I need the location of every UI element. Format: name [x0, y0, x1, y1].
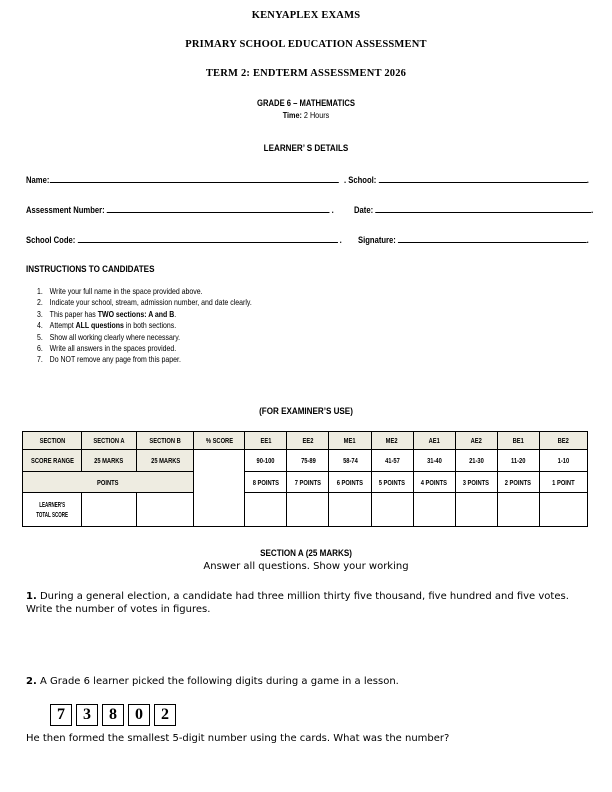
- table-cell: 58-74: [329, 450, 371, 472]
- table-cell: 4 POINTS: [413, 472, 455, 493]
- percent-score-cell[interactable]: [194, 450, 245, 527]
- date-label: Date:: [354, 205, 374, 215]
- table-header-cell: EE1: [245, 432, 287, 450]
- grade-cell[interactable]: [245, 493, 287, 527]
- score-range-label: SCORE RANGE: [23, 450, 82, 472]
- table-cell: 90-100: [245, 450, 287, 472]
- learner-details-title: LEARNER’ S DETAILS: [263, 143, 349, 154]
- table-header-cell: EE2: [287, 432, 329, 450]
- date-field[interactable]: Date: .: [354, 205, 594, 215]
- table-cell: 31-40: [413, 450, 455, 472]
- digit-card: 7: [50, 704, 72, 726]
- question-number: 2.: [26, 676, 37, 687]
- grade-cell[interactable]: [413, 493, 455, 527]
- table-cell: 1-10: [539, 450, 587, 472]
- school-field[interactable]: . School: .: [344, 175, 589, 185]
- score-range-row: [23, 450, 588, 472]
- name-field[interactable]: [26, 174, 338, 185]
- name-label: Name:: [26, 175, 50, 185]
- question-number: 1.: [26, 591, 37, 602]
- question-2: [26, 675, 586, 688]
- time-label: Time:: [282, 110, 302, 120]
- table-cell: 1 POINT: [539, 472, 587, 493]
- digit-card: 0: [128, 704, 150, 726]
- points-row: [23, 472, 588, 493]
- table-cell: 8 POINTS: [245, 472, 287, 493]
- table-cell: 21-30: [455, 450, 497, 472]
- examiner-score-table: [22, 431, 588, 527]
- digit-card: 2: [154, 704, 176, 726]
- question-text: During a general election, a candidate had three million thirty five thousand, five hundred and five votes. Write the number of votes in figures.: [26, 591, 569, 615]
- section-a-instruction: Answer all questions. Show your working: [203, 561, 409, 572]
- assessment-number-field[interactable]: Assessment Number: .: [26, 205, 334, 215]
- table-cell: 11-20: [497, 450, 539, 472]
- table-cell: 75-89: [287, 450, 329, 472]
- instruction-item: 6. Write all answers in the spaces provided.: [45, 343, 389, 354]
- instructions-list: [30, 286, 389, 366]
- table-cell: 2 POINTS: [497, 472, 539, 493]
- time-value: 2 Hours: [303, 110, 330, 120]
- question-2-followup: He then formed the smallest 5-digit number using the cards. What was the number?: [26, 733, 450, 744]
- table-header-cell: AE1: [413, 432, 455, 450]
- digit-card: 3: [76, 704, 98, 726]
- total-score-label: LEARNER'S TOTAL SCORE: [23, 493, 82, 527]
- instructions-title: INSTRUCTIONS TO CANDIDATES: [26, 264, 155, 275]
- assessment-number-label: Assessment Number:: [26, 205, 105, 215]
- grade-cell[interactable]: [371, 493, 413, 527]
- table-header-cell: BE2: [539, 432, 587, 450]
- school-code-field[interactable]: School Code: .: [26, 235, 342, 245]
- term-title: TERM 2: ENDTERM ASSESSMENT 2026: [205, 68, 407, 79]
- table-header-cell: BE1: [497, 432, 539, 450]
- instruction-item: 7. Do NOT remove any page from this paper.: [45, 354, 389, 365]
- assessment-title: PRIMARY SCHOOL EDUCATION ASSESSMENT: [185, 39, 427, 50]
- signature-label: Signature:: [358, 235, 396, 245]
- grade-cell[interactable]: [455, 493, 497, 527]
- examiner-use-title: (FOR EXAMINER’S USE): [259, 406, 353, 417]
- question-text: A Grade 6 learner picked the following digits during a game in a lesson.: [36, 676, 399, 687]
- grade-cell[interactable]: [287, 493, 329, 527]
- table-header-cell: ME1: [329, 432, 371, 450]
- table-header-cell: ME2: [371, 432, 413, 450]
- instruction-item: 5. Show all working clearly where necessary.: [45, 332, 389, 343]
- table-header-cell: SECTION: [23, 432, 82, 450]
- section-a-total-cell[interactable]: [82, 493, 137, 527]
- instruction-item: 2. Indicate your school, stream, admission number, and date clearly.: [45, 297, 389, 308]
- total-score-row: [23, 493, 588, 527]
- school-label: . School:: [344, 175, 377, 185]
- table-header-cell: AE2: [455, 432, 497, 450]
- instruction-item: 1. Write your full name in the space provided above.: [45, 286, 389, 297]
- instruction-item: 4. Attempt ALL questions in both sections.: [45, 320, 389, 331]
- school-code-label: School Code:: [26, 235, 76, 245]
- question-1: [26, 590, 586, 616]
- table-header-cell: SECTION A: [82, 432, 137, 450]
- digit-cards: [50, 704, 176, 726]
- points-label: POINTS: [23, 472, 194, 493]
- instruction-item: 3. This paper has TWO sections: A and B.: [45, 309, 389, 320]
- table-cell: 7 POINTS: [287, 472, 329, 493]
- table-header-cell: SECTION B: [137, 432, 194, 450]
- grade-cell[interactable]: [329, 493, 371, 527]
- grade-cell[interactable]: [539, 493, 587, 527]
- section-a-title: SECTION A (25 MARKS): [260, 548, 352, 559]
- table-cell: 6 POINTS: [329, 472, 371, 493]
- table-cell: 25 MARKS: [137, 450, 194, 472]
- time-allowed: [46, 110, 566, 120]
- grade-cell[interactable]: [497, 493, 539, 527]
- section-b-total-cell[interactable]: [137, 493, 194, 527]
- table-cell: 3 POINTS: [455, 472, 497, 493]
- exam-body-title: KENYAPLEX EXAMS: [251, 10, 361, 21]
- table-header-row: [23, 432, 588, 450]
- table-cell: 5 POINTS: [371, 472, 413, 493]
- table-header-cell: % SCORE: [194, 432, 245, 450]
- digit-card: 8: [102, 704, 124, 726]
- grade-subject: GRADE 6 – MATHEMATICS: [257, 98, 355, 108]
- table-cell: 41-57: [371, 450, 413, 472]
- signature-field[interactable]: Signature: .: [358, 235, 589, 245]
- table-cell: 25 MARKS: [82, 450, 137, 472]
